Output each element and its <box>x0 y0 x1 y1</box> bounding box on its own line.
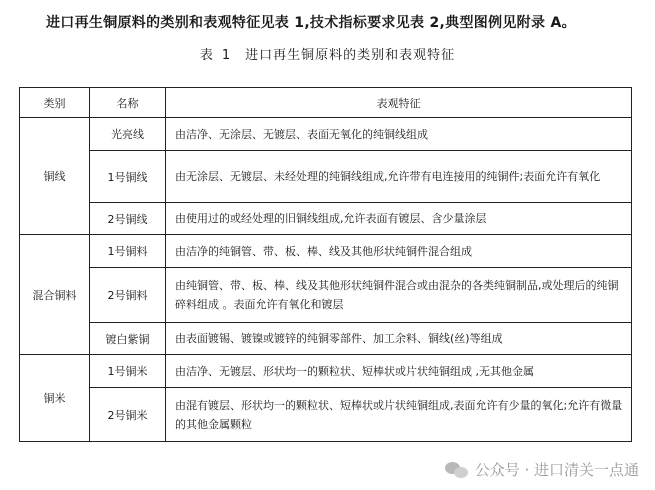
feature-cell: 由混有镀层、形状均一的颗粒状、短棒状或片状纯铜组成,表面允许有少量的氧化;允许有微量的其他金属颗粒 <box>166 388 632 442</box>
category-cell: 铜线 <box>20 118 90 235</box>
feature-cell: 由使用过的或经处理的旧铜线组成,允许表面有镀层、含少量涂层 <box>166 203 632 235</box>
table-row <box>20 118 632 151</box>
table-row <box>20 151 632 203</box>
feature-cell: 由无涂层、无镀层、未经处理的纯铜线组成,允许带有电连接用的纯铜件;表面允许有氧化 <box>166 151 632 203</box>
name-cell: 镀白紫铜 <box>90 323 166 355</box>
feature-cell: 由纯铜管、带、板、棒、线及其他形状纯铜件混合或由混杂的各类纯铜制品,或处理后的纯铜碎料组成 。表面允许有氧化和镀层 <box>166 268 632 323</box>
table-row <box>20 323 632 355</box>
header-name: 名称 <box>90 88 166 118</box>
name-cell: 2号铜料 <box>90 268 166 323</box>
name-cell: 1号铜米 <box>90 355 166 388</box>
feature-cell: 由洁净、无涂层、无镀层、表面无氧化的纯铜线组成 <box>166 118 632 151</box>
feature-cell: 由洁净、无镀层、形状均一的颗粒状、短棒状或片状纯铜组成 ,无其他金属 <box>166 355 632 388</box>
name-cell: 1号铜料 <box>90 235 166 268</box>
table-row <box>20 355 632 388</box>
header-category: 类别 <box>20 88 90 118</box>
caption-label: 表 <box>199 48 214 63</box>
name-cell: 光亮线 <box>90 118 166 151</box>
table-header-row <box>20 88 632 118</box>
name-cell: 1号铜线 <box>90 151 166 203</box>
feature-cell: 由表面镀锡、镀镍或镀锌的纯铜零部件、加工余料、铜线(丝)等组成 <box>166 323 632 355</box>
wechat-icon <box>445 460 469 480</box>
category-cell: 混合铜料 <box>20 235 90 355</box>
feature-cell: 由洁净的纯铜管、带、板、棒、线及其他形状纯铜件混合组成 <box>166 235 632 268</box>
intro-paragraph: 进口再生铜原料的类别和表观特征见表 1,技术指标要求见表 2,典型图例见附录 A。 <box>46 15 576 31</box>
name-cell: 2号铜米 <box>90 388 166 442</box>
table-row <box>20 268 632 323</box>
caption-number: 1 <box>221 48 232 63</box>
category-cell: 铜米 <box>20 355 90 442</box>
caption-title: 进口再生铜原料的类别和表观特征 <box>245 48 456 63</box>
table-row <box>20 203 632 235</box>
table-caption <box>0 44 655 63</box>
name-cell: 2号铜线 <box>90 203 166 235</box>
table-row <box>20 235 632 268</box>
table-row <box>20 388 632 442</box>
header-features: 表观特征 <box>166 88 632 118</box>
watermark <box>445 459 639 480</box>
category-table <box>19 87 632 442</box>
watermark-text: 公众号 · 进口清关一点通 <box>474 461 639 479</box>
